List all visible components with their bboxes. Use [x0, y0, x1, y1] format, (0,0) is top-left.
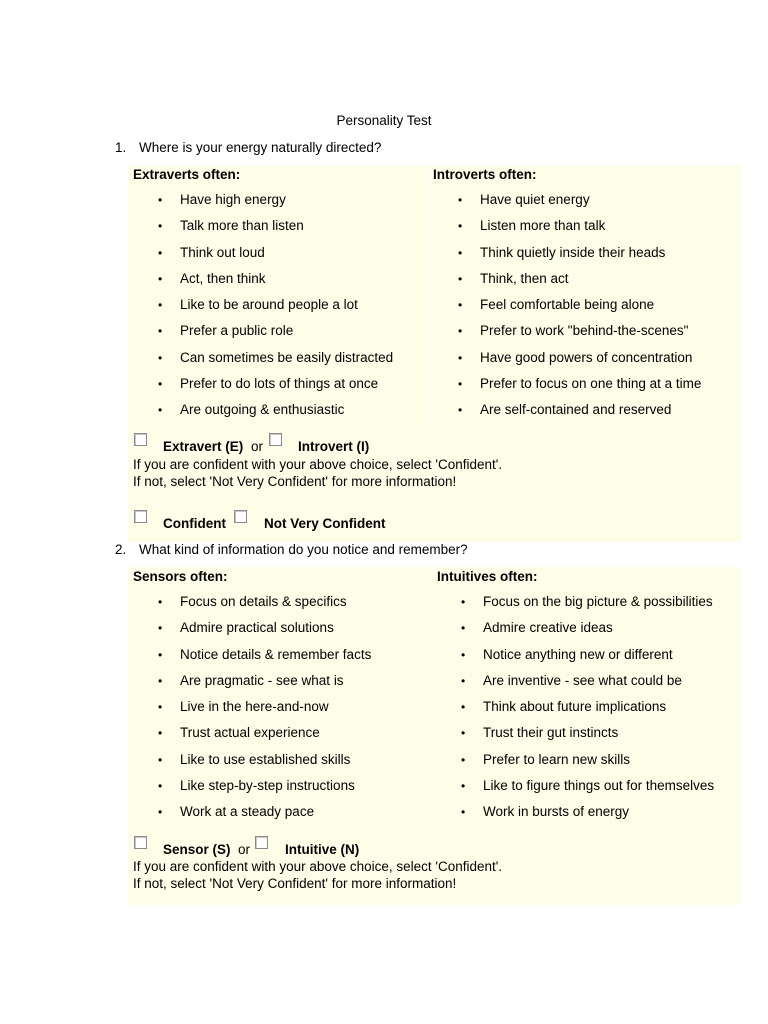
question-1-panel — [128, 165, 741, 542]
confidence-choice-row — [128, 510, 741, 530]
instruction-confident: If you are confident with your above choice, select 'Confident'. — [133, 457, 503, 472]
list-item: • Work at a steady pace — [158, 799, 371, 825]
list-item: • Admire creative ideas — [461, 615, 714, 641]
question-2 — [115, 542, 468, 557]
list-item: • Notice anything new or different — [461, 642, 714, 668]
list-item: • Can sometimes be easily distracted — [158, 345, 393, 371]
list-item: • Trust actual experience — [158, 720, 371, 746]
list-item: • Think quietly inside their heads — [458, 240, 701, 266]
list-item: • Live in the here-and-now — [158, 694, 371, 720]
sensor-label: Sensor (S) — [163, 842, 231, 857]
introverts-list — [458, 187, 701, 424]
question-text: What kind of information do you notice and remember? — [139, 542, 468, 557]
list-item: • Prefer to learn new skills — [461, 747, 714, 773]
list-item: • Admire practical solutions — [158, 615, 371, 641]
list-item: • Listen more than talk — [458, 213, 701, 239]
intuitive-checkbox[interactable] — [255, 836, 268, 849]
question-number: 1. — [115, 140, 127, 155]
introvert-checkbox[interactable] — [269, 433, 282, 446]
instruction-confident: If you are confident with your above choice, select 'Confident'. — [133, 859, 503, 874]
not-confident-label: Not Very Confident — [264, 516, 386, 531]
sensors-heading: Sensors often: — [133, 569, 228, 584]
confident-label: Confident — [163, 516, 226, 531]
list-item: • Notice details & remember facts — [158, 642, 371, 668]
extravert-checkbox[interactable] — [134, 433, 147, 446]
list-item: • Like to use established skills — [158, 747, 371, 773]
list-item: • Focus on details & specifics — [158, 589, 371, 615]
type-choice-row — [128, 432, 741, 452]
extraverts-list — [158, 187, 393, 424]
list-item: • Trust their gut instincts — [461, 720, 714, 746]
list-item: • Have high energy — [158, 187, 393, 213]
list-item: • Prefer to work "behind-the-scenes" — [458, 318, 701, 344]
list-item: • Prefer to focus on one thing at a time — [458, 371, 701, 397]
list-item: • Act, then think — [158, 266, 393, 292]
extravert-label: Extravert (E) — [163, 439, 244, 454]
list-item: • Think, then act — [458, 266, 701, 292]
list-item: • Are pragmatic - see what is — [158, 668, 371, 694]
list-item: • Feel comfortable being alone — [458, 292, 701, 318]
list-item: • Like to figure things out for themselves — [461, 773, 714, 799]
column-divider — [426, 165, 427, 427]
list-item: • Are self-contained and reserved — [458, 397, 701, 423]
sensors-list — [158, 589, 371, 826]
introvert-label: Introvert (I) — [298, 439, 370, 454]
intuitive-label: Intuitive (N) — [285, 842, 360, 857]
list-item: • Focus on the big picture & possibilities — [461, 589, 714, 615]
instruction-not-confident: If not, select 'Not Very Confident' for more information! — [133, 876, 457, 891]
instruction-not-confident: If not, select 'Not Very Confident' for more information! — [133, 474, 457, 489]
confident-checkbox[interactable] — [134, 510, 147, 523]
type-choice-row — [128, 835, 741, 855]
or-text: or — [238, 842, 251, 857]
question-text: Where is your energy naturally directed? — [139, 140, 382, 155]
extraverts-heading: Extraverts often: — [133, 167, 241, 182]
list-item: • Are inventive - see what could be — [461, 668, 714, 694]
sensor-checkbox[interactable] — [134, 836, 147, 849]
list-item: • Talk more than listen — [158, 213, 393, 239]
list-item: • Think out loud — [158, 240, 393, 266]
list-item: • Like to be around people a lot — [158, 292, 393, 318]
list-item: • Like step-by-step instructions — [158, 773, 371, 799]
or-text: or — [251, 439, 264, 454]
list-item: • Work in bursts of energy — [461, 799, 714, 825]
list-item: • Prefer a public role — [158, 318, 393, 344]
intuitives-heading: Intuitives often: — [437, 569, 538, 584]
list-item: • Are outgoing & enthusiastic — [158, 397, 393, 423]
list-item: • Have good powers of concentration — [458, 345, 701, 371]
introverts-heading: Introverts often: — [433, 167, 537, 182]
list-item: • Think about future implications — [461, 694, 714, 720]
question-number: 2. — [115, 542, 127, 557]
question-2-panel — [128, 567, 741, 905]
list-item: • Have quiet energy — [458, 187, 701, 213]
question-1 — [115, 140, 381, 155]
intuitives-list — [461, 589, 714, 826]
not-confident-checkbox[interactable] — [234, 510, 247, 523]
page-title: Personality Test — [336, 113, 432, 128]
list-item: • Prefer to do lots of things at once — [158, 371, 393, 397]
